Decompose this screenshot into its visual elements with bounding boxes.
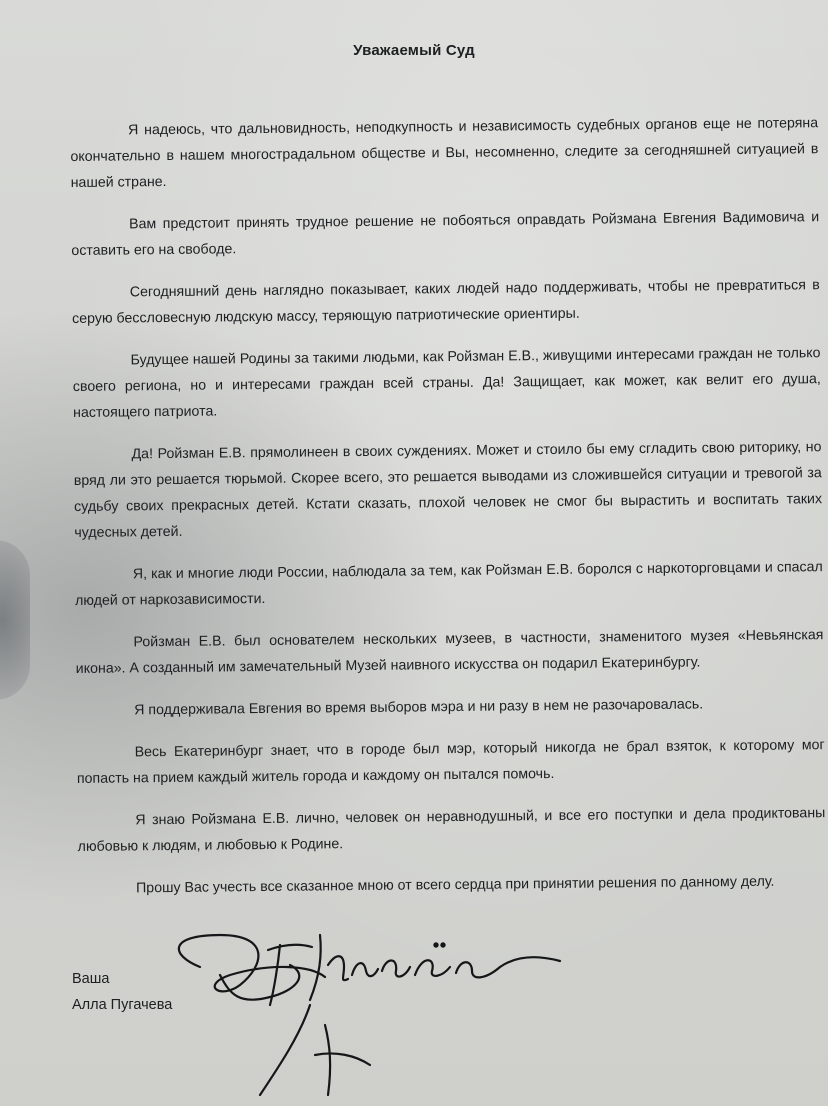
handwritten-signature [160,905,600,1105]
letter-title: Уважаемый Суд [353,42,475,59]
paragraph-6: Я, как и многие люди России, наблюдала за тем, как Ройзман Е.В. боролся с наркоторговцами и спасал людей от наркозависимости. [74,559,823,609]
paragraph-7: Ройзман Е.В. был основателем нескольких музеев, в частности, знаменитого музея «Невьянская икона». А созданный им замечательный Музей наивного искусства он подарил Екатеринбургу. [75,627,824,677]
letter-body [70,110,826,918]
closing-word: Ваша [72,971,110,987]
paragraph-2: Вам предстоит принять трудное решение не побояться оправдать Ройзмана Евгения Вадимовича и оставить его на свободе. [71,209,820,259]
paragraph-5: Да! Ройзман Е.В. прямолинеен в своих суждениях. Может и стоило бы ему сгладить свою риторику, но вряд ли это решается тюрьмой. Скорее всего, это решается выводами из сложившейся ситуации и тревогой за судьбу своих прекрасных детей. Кстати сказать, плохой человек не смог бы вырастить и воспитать таких чудесных детей. [73,439,823,541]
paragraph-8: Я поддерживала Евгения во время выборов мэра и ни разу в нем не разочаровалась. [134,696,704,719]
paragraph-1: Я надеюсь, что дальновидность, неподкупность и независимость судебных органов еще не потеряна окончательно в нашем многострадальном обществе и Вы, несомненно, следите за сегодняшней ситуацией в нашей стране. [70,115,819,191]
closing-block [72,966,172,1018]
author-name: Алла Пугачева [72,997,173,1013]
paragraph-10: Я знаю Ройзмана Е.В. лично, человек он неравнодушный, и все его поступки и дела продиктованы любовью к людям, и любовью к Родине. [77,805,826,855]
paragraph-11: Прошу Вас учесть все сказанное мною от всего сердца при принятии решения по данному делу. [135,873,775,897]
paragraph-4: Будущее нашей Родины за такими людьми, как Ройзман Е.В., живущими интересами граждан не только своего региона, но и интересами граждан всей страны. Да! Защищает, как может, как велит его душа, настоящего патриота. [72,345,821,421]
paragraph-9: Весь Екатеринбург знает, что в городе был мэр, который никогда не брал взяток, к которому мог попасть на прием каждый житель города и каждому он пытался помочь. [76,737,825,787]
finger-shadow [0,540,30,700]
paragraph-3: Сегодняшний день наглядно показывает, каких людей надо поддерживать, чтобы не превратиться в серую бессловесную людскую массу, теряющую патриотические ориентиры. [72,277,820,327]
